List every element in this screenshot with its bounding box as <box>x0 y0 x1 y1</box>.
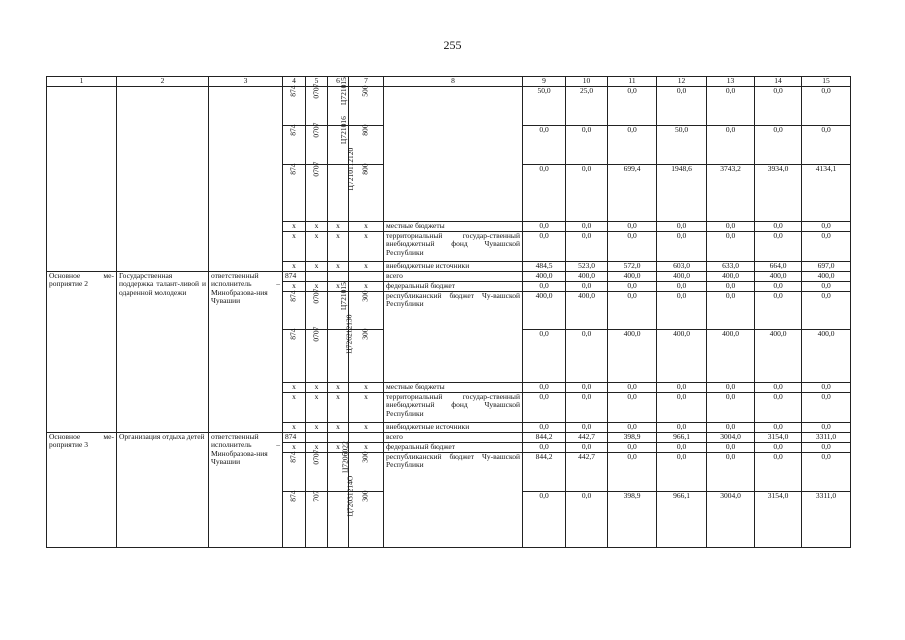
cell-value: 0,0 <box>566 232 608 262</box>
cell-source: территориальный государ-ственный внебюджетный фонд Чувашской Республики <box>384 232 523 262</box>
cell-value: 0,0 <box>608 87 657 126</box>
cell-value: 0,0 <box>755 222 802 232</box>
cell-code-type: 300 <box>349 453 384 492</box>
cell-code-section <box>306 272 328 282</box>
cell-value: 572,0 <box>608 262 657 272</box>
cell-code-section: х <box>306 262 328 272</box>
cell-value: 4134,1 <box>802 165 851 222</box>
cell-code-target: х <box>328 262 349 272</box>
cell-code-grbs: х <box>283 423 306 433</box>
cell-value: 400,0 <box>523 272 566 282</box>
cell-code-grbs: 874 <box>283 272 306 282</box>
cell-value: 0,0 <box>802 423 851 433</box>
cell-value: 0,0 <box>657 222 707 232</box>
column-header: 10 <box>566 77 608 87</box>
cell-value: 0,0 <box>802 222 851 232</box>
cell-executor: ответственный исполнитель – Минобразова-ния Чувашии <box>209 272 283 433</box>
cell-code-grbs: х <box>283 232 306 262</box>
cell-value: 400,0 <box>608 330 657 383</box>
cell-code-grbs: х <box>283 443 306 453</box>
cell-value: 0,0 <box>657 423 707 433</box>
cell-value: 0,0 <box>523 330 566 383</box>
cell-value: 400,0 <box>566 292 608 330</box>
cell-value: 0,0 <box>657 393 707 423</box>
cell-code-grbs: х <box>283 282 306 292</box>
cell-code-section: х <box>306 222 328 232</box>
cell-value: 0,0 <box>608 453 657 492</box>
cell-value: 0,0 <box>523 282 566 292</box>
cell-source: республиканский бюджет Чу-вашской Республики <box>384 292 523 383</box>
cell-value: 633,0 <box>707 262 755 272</box>
cell-value: 0,0 <box>523 222 566 232</box>
cell-executor <box>209 87 283 272</box>
cell-value: 0,0 <box>802 232 851 262</box>
cell-code-target: х <box>328 232 349 262</box>
cell-source: местные бюджеты <box>384 222 523 232</box>
cell-code-target <box>328 272 349 282</box>
cell-value: 844,2 <box>523 433 566 443</box>
cell-value: 50,0 <box>657 126 707 165</box>
cell-value: 400,0 <box>657 330 707 383</box>
cell-code-section: 707 <box>306 492 328 548</box>
cell-code-type <box>349 272 384 282</box>
cell-source: федеральный бюджет <box>384 282 523 292</box>
column-header: 5 <box>306 77 328 87</box>
cell-value: 3311,0 <box>802 433 851 443</box>
cell-code-grbs: 874 <box>283 292 306 330</box>
cell-value: 0,0 <box>755 282 802 292</box>
cell-value: 50,0 <box>523 87 566 126</box>
cell-code-section: 0707 <box>306 126 328 165</box>
cell-value: 0,0 <box>657 292 707 330</box>
column-header: 12 <box>657 77 707 87</box>
cell-value: 400,0 <box>566 272 608 282</box>
column-header: 8 <box>384 77 523 87</box>
cell-name: Государственная поддержка талант-ливой и одаренной молодежи <box>117 272 209 433</box>
cell-value: 0,0 <box>802 126 851 165</box>
cell-value: 0,0 <box>608 383 657 393</box>
cell-value: 0,0 <box>755 232 802 262</box>
cell-activity <box>47 87 117 272</box>
cell-activity: Основное ме-роприятие 2 <box>47 272 117 433</box>
page-number: 255 <box>443 38 462 52</box>
cell-code-grbs: 874 <box>283 87 306 126</box>
cell-code-type: х <box>349 393 384 423</box>
cell-value: 0,0 <box>802 393 851 423</box>
cell-value: 966,1 <box>657 492 707 548</box>
cell-value: 0,0 <box>523 393 566 423</box>
column-header: 11 <box>608 77 657 87</box>
cell-value: 25,0 <box>566 87 608 126</box>
cell-source <box>384 87 523 222</box>
column-header: 2 <box>117 77 209 87</box>
cell-code-target: х <box>328 222 349 232</box>
cell-value: 400,0 <box>755 330 802 383</box>
table-row <box>47 272 851 282</box>
cell-value: 0,0 <box>755 292 802 330</box>
cell-code-section: х <box>306 383 328 393</box>
cell-source: всего <box>384 433 523 443</box>
cell-value: 3154,0 <box>755 433 802 443</box>
cell-code-grbs: х <box>283 262 306 272</box>
cell-source: всего <box>384 272 523 282</box>
cell-value: 0,0 <box>802 443 851 453</box>
cell-value: 0,0 <box>802 292 851 330</box>
cell-value: 966,1 <box>657 433 707 443</box>
cell-value: 0,0 <box>802 87 851 126</box>
cell-value: 0,0 <box>566 423 608 433</box>
cell-code-type: х <box>349 443 384 453</box>
cell-value: 0,0 <box>523 232 566 262</box>
cell-value: 0,0 <box>608 282 657 292</box>
cell-code-type: х <box>349 262 384 272</box>
cell-value: 0,0 <box>755 443 802 453</box>
cell-source: республиканский бюджет Чу-вашской Республики <box>384 453 523 548</box>
cell-code-grbs: х <box>283 222 306 232</box>
cell-value: 0,0 <box>707 393 755 423</box>
cell-value: 0,0 <box>657 383 707 393</box>
cell-code-type: х <box>349 232 384 262</box>
cell-value: 0,0 <box>523 383 566 393</box>
cell-value: 0,0 <box>707 232 755 262</box>
cell-code-grbs: 874 <box>283 492 306 548</box>
cell-value: 0,0 <box>755 453 802 492</box>
cell-value: 0,0 <box>755 423 802 433</box>
cell-value: 0,0 <box>566 383 608 393</box>
cell-code-grbs: 874 <box>283 433 306 443</box>
cell-value: 0,0 <box>566 126 608 165</box>
cell-value: 0,0 <box>802 282 851 292</box>
cell-value: 0,0 <box>657 282 707 292</box>
cell-code-grbs: 874 <box>283 330 306 383</box>
cell-value: 0,0 <box>608 292 657 330</box>
cell-code-target: х <box>328 393 349 423</box>
cell-value: 0,0 <box>802 453 851 492</box>
cell-code-section: х <box>306 232 328 262</box>
cell-value: 0,0 <box>707 222 755 232</box>
cell-value: 400,0 <box>657 272 707 282</box>
cell-value: 400,0 <box>707 330 755 383</box>
cell-code-section: 0707 <box>306 330 328 383</box>
cell-code-target: Ц721016 <box>328 126 349 165</box>
cell-code-section: 0707 <box>306 165 328 222</box>
cell-value: 3004,0 <box>707 433 755 443</box>
cell-code-grbs: х <box>283 383 306 393</box>
cell-value: 0,0 <box>707 126 755 165</box>
cell-value: 0,0 <box>566 282 608 292</box>
column-header: 3 <box>209 77 283 87</box>
cell-value: 0,0 <box>707 383 755 393</box>
cell-value: 0,0 <box>802 383 851 393</box>
table-row <box>47 87 851 126</box>
cell-value: 0,0 <box>657 87 707 126</box>
cell-code-section: 0707 <box>306 292 328 330</box>
cell-activity: Основное ме-роприятие 3 <box>47 433 117 548</box>
cell-code-target: х <box>328 443 349 453</box>
cell-source: федеральный бюджет <box>384 443 523 453</box>
cell-value: 0,0 <box>657 232 707 262</box>
column-header: 13 <box>707 77 755 87</box>
cell-value: 400,0 <box>523 292 566 330</box>
cell-code-section: 0707 <box>306 453 328 492</box>
cell-code-type: 800 <box>349 165 384 222</box>
cell-value: 400,0 <box>755 272 802 282</box>
cell-name: Организация отдыха детей <box>117 433 209 548</box>
cell-value: 484,5 <box>523 262 566 272</box>
column-header: 14 <box>755 77 802 87</box>
cell-code-grbs: 874 <box>283 453 306 492</box>
cell-value: 3934,0 <box>755 165 802 222</box>
cell-value: 400,0 <box>802 330 851 383</box>
cell-code-target: Ц721015 <box>328 87 349 126</box>
cell-value: 0,0 <box>755 393 802 423</box>
cell-value: 0,0 <box>523 165 566 222</box>
cell-value: 0,0 <box>707 87 755 126</box>
cell-code-grbs: 874 <box>283 126 306 165</box>
cell-value: 400,0 <box>608 272 657 282</box>
cell-code-type: 300 <box>349 492 384 548</box>
cell-code-target: х <box>328 383 349 393</box>
header-row <box>47 77 851 87</box>
cell-value: 0,0 <box>657 443 707 453</box>
cell-value: 0,0 <box>608 423 657 433</box>
cell-value: 0,0 <box>566 222 608 232</box>
cell-code-section: х <box>306 443 328 453</box>
cell-source: внебюджетные источники <box>384 262 523 272</box>
cell-value: 0,0 <box>755 126 802 165</box>
cell-value: 0,0 <box>523 443 566 453</box>
cell-value: 442,7 <box>566 453 608 492</box>
cell-value: 0,0 <box>755 383 802 393</box>
cell-value: 0,0 <box>707 443 755 453</box>
cell-code-type: х <box>349 383 384 393</box>
cell-value: 0,0 <box>566 330 608 383</box>
cell-value: 400,0 <box>802 272 851 282</box>
cell-code-type: 500 <box>349 87 384 126</box>
cell-code-type: х <box>349 222 384 232</box>
cell-value: 0,0 <box>608 232 657 262</box>
cell-code-section: х <box>306 282 328 292</box>
column-header: 15 <box>802 77 851 87</box>
cell-value: 0,0 <box>608 222 657 232</box>
cell-code-grbs: х <box>283 393 306 423</box>
cell-value: 0,0 <box>707 292 755 330</box>
column-header: 6 <box>328 77 349 87</box>
cell-executor: ответственный исполнитель – Минобразова-ния Чувашии <box>209 433 283 548</box>
cell-value: 0,0 <box>566 393 608 423</box>
cell-value: 3004,0 <box>707 492 755 548</box>
cell-code-target: Ц721015 <box>328 292 349 330</box>
cell-value: 0,0 <box>608 393 657 423</box>
cell-code-target: Ц720б022 <box>328 453 349 492</box>
cell-value: 0,0 <box>523 126 566 165</box>
cell-value: 0,0 <box>566 443 608 453</box>
cell-code-type <box>349 433 384 443</box>
cell-code-type: х <box>349 282 384 292</box>
cell-code-section <box>306 433 328 443</box>
cell-value: 400,0 <box>707 272 755 282</box>
cell-code-target: х <box>328 282 349 292</box>
cell-value: 844,2 <box>523 453 566 492</box>
column-header: 9 <box>523 77 566 87</box>
cell-name <box>117 87 209 272</box>
cell-value: 3743,2 <box>707 165 755 222</box>
cell-code-section: 0707 <box>306 87 328 126</box>
cell-code-target: х <box>328 423 349 433</box>
cell-source: местные бюджеты <box>384 383 523 393</box>
cell-value: 699,4 <box>608 165 657 222</box>
cell-value: 0,0 <box>707 282 755 292</box>
column-header: 4 <box>283 77 306 87</box>
cell-code-type: 300 <box>349 330 384 383</box>
cell-code-target: Ц7210112120 <box>328 165 349 222</box>
cell-code-type: х <box>349 423 384 433</box>
cell-value: 1948,6 <box>657 165 707 222</box>
cell-value: 0,0 <box>608 126 657 165</box>
cell-code-section: х <box>306 423 328 433</box>
cell-value: 603,0 <box>657 262 707 272</box>
cell-value: 398,9 <box>608 492 657 548</box>
cell-code-type: 300 <box>349 292 384 330</box>
cell-value: 3311,0 <box>802 492 851 548</box>
cell-code-grbs: 874 <box>283 165 306 222</box>
cell-source: внебюджетные источники <box>384 423 523 433</box>
budget-table <box>46 76 851 548</box>
cell-code-section: х <box>306 393 328 423</box>
cell-value: 523,0 <box>566 262 608 272</box>
cell-value: 0,0 <box>523 423 566 433</box>
cell-code-type: 800 <box>349 126 384 165</box>
column-header: 1 <box>47 77 117 87</box>
cell-code-target: Ц7262121З0 <box>328 330 349 383</box>
cell-value: 3154,0 <box>755 492 802 548</box>
cell-code-target: Ц72031214О <box>328 492 349 548</box>
cell-value: 664,0 <box>755 262 802 272</box>
cell-value: 0,0 <box>707 453 755 492</box>
cell-value: 0,0 <box>566 492 608 548</box>
cell-value: 0,0 <box>657 453 707 492</box>
cell-source: территориальный государ-ственный внебюджетный фонд Чувашской Республики <box>384 393 523 423</box>
cell-value: 0,0 <box>707 423 755 433</box>
cell-value: 0,0 <box>755 87 802 126</box>
cell-value: 442,7 <box>566 433 608 443</box>
table-row <box>47 433 851 443</box>
cell-value: 697,0 <box>802 262 851 272</box>
cell-value: 0,0 <box>566 165 608 222</box>
cell-value: 398,9 <box>608 433 657 443</box>
cell-value: 0,0 <box>608 443 657 453</box>
cell-value: 0,0 <box>523 492 566 548</box>
column-header: 7 <box>349 77 384 87</box>
